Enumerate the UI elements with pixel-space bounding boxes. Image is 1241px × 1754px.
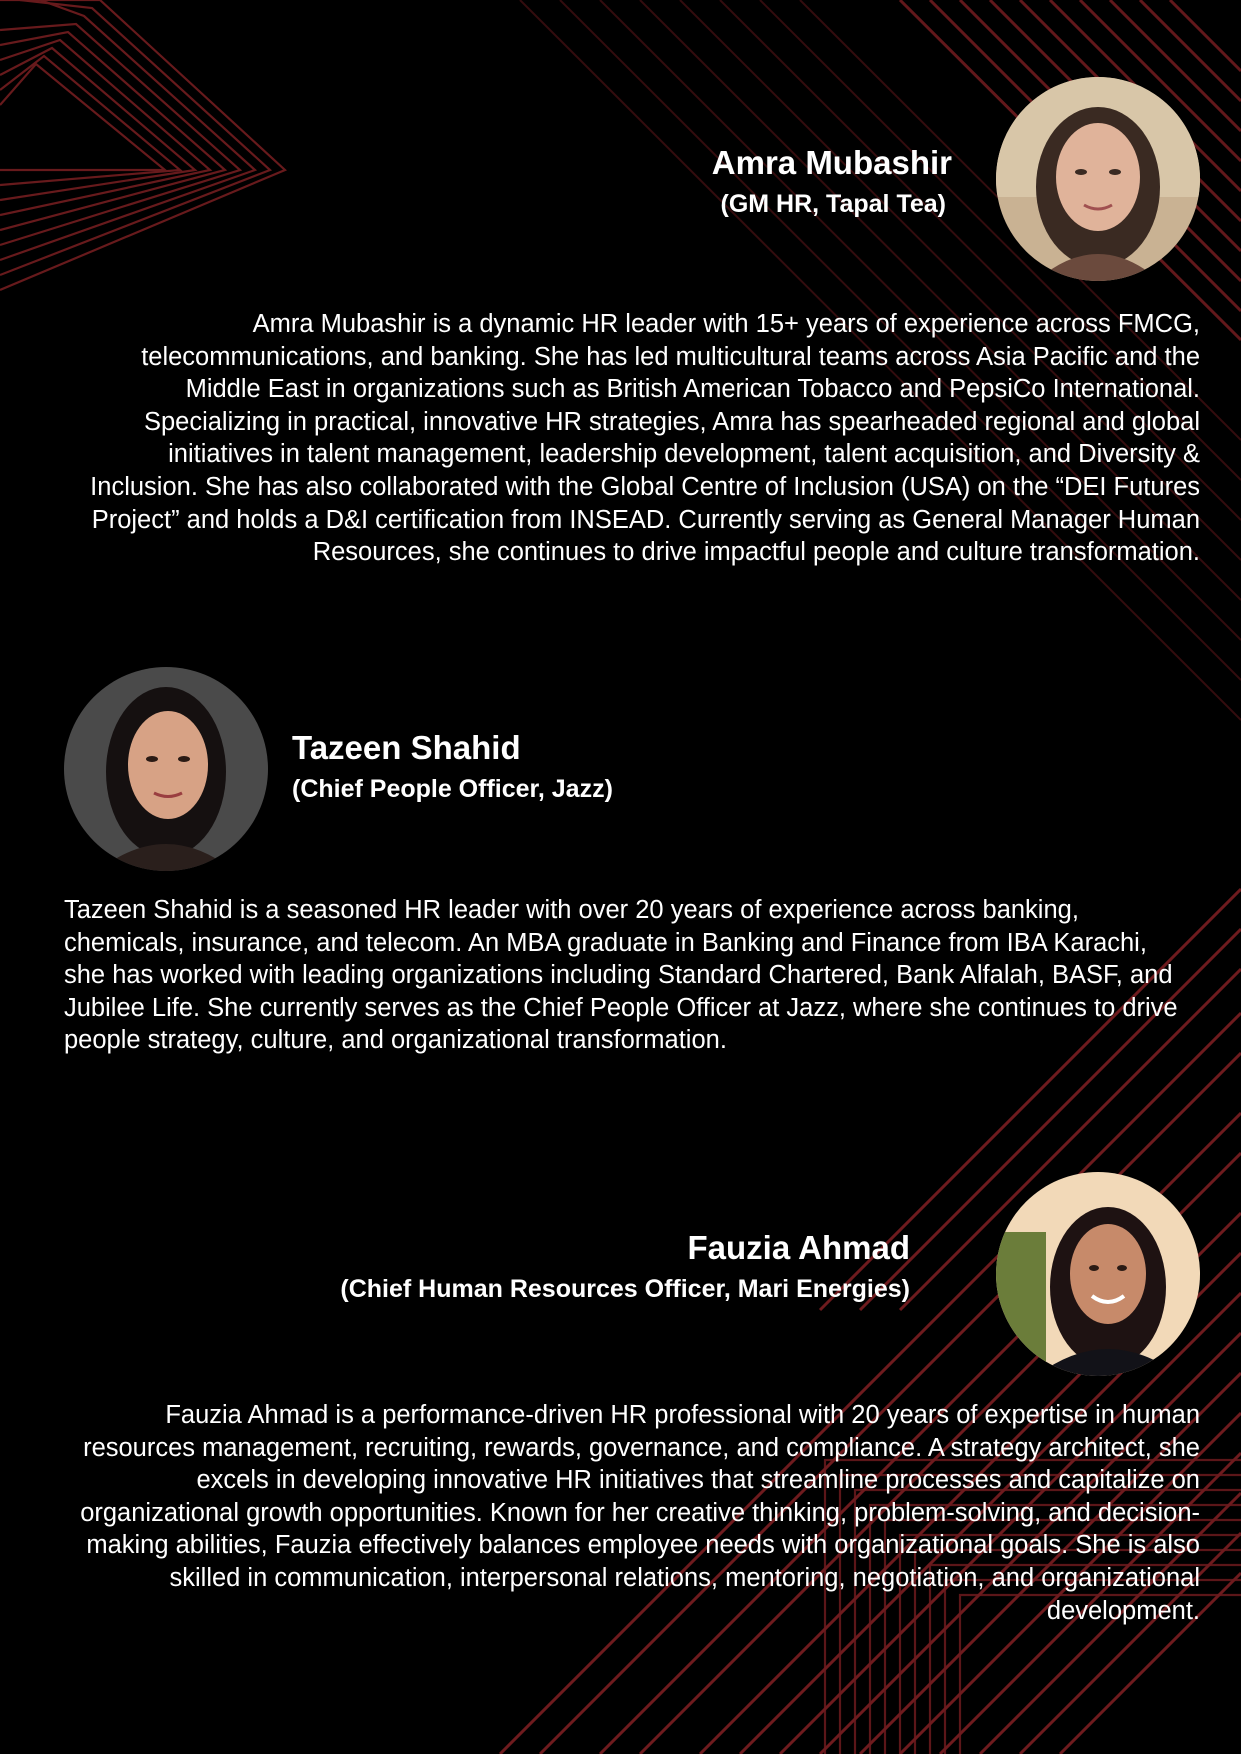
profile-role: (Chief Human Resources Officer, Mari Energies) bbox=[340, 1275, 910, 1303]
profile-photo-tazeen bbox=[64, 667, 268, 871]
profile-photo-amra bbox=[996, 77, 1200, 281]
profile-bio: Amra Mubashir is a dynamic HR leader with 15+ years of experience across FMCG, telecommunications, and banking. She has led multicultural teams across Asia Pacific and the Middle East in organizations such as British American Tobacco and PepsiCo International. Specializing in practical, innovative HR strategies, Amra has spearheaded regional and global initiatives in talent management, leadership development, talent acquisition, and Diversity & Inclusion. She has also collaborated with the Global Centre of Inclusion (USA) on the “DEI Futures Project” and holds a D&I certification from INSEAD. Currently serving as General Manager Human Resources, she continues to drive impactful people and culture transformation. bbox=[90, 310, 1200, 567]
profile-name: Amra Mubashir bbox=[711, 144, 952, 181]
top-left-chevron-pattern bbox=[0, 0, 285, 290]
profile-photo-fauzia bbox=[996, 1172, 1200, 1376]
avatar-portrait-icon bbox=[996, 1172, 1200, 1376]
profile-name: Tazeen Shahid bbox=[292, 729, 521, 766]
profile-role: (Chief People Officer, Jazz) bbox=[292, 775, 613, 803]
avatar-portrait-icon bbox=[64, 667, 268, 871]
profile-role: (GM HR, Tapal Tea) bbox=[720, 190, 946, 218]
profile-bio: Tazeen Shahid is a seasoned HR leader with over 20 years of experience across banking, chemicals, insurance, and telecom. An MBA graduate in Banking and Finance from IBA Karachi, she has worked with leading organizations including Standard Chartered, Bank Alfalah, BASF, and Jubilee Life. She currently serves as the Chief People Officer at Jazz, where she continues to drive people strategy, culture, and organizational transformation. bbox=[64, 896, 1178, 1055]
avatar-portrait-icon bbox=[996, 77, 1200, 281]
profile-name: Fauzia Ahmad bbox=[687, 1229, 910, 1266]
profile-bio: Fauzia Ahmad is a performance-driven HR professional with 20 years of expertise in human resources management, recruiting, rewards, governance, and compliance. A strategy architect, she excels in developing innovative HR initiatives that streamline processes and capitalize on organizational growth opportunities. Known for her creative thinking, problem-solving, and decision-making abilities, Fauzia effectively balances employee needs with organizational goals. She is also skilled in communication, interpersonal relations, mentoring, negotiation, and organizational development. bbox=[80, 1401, 1200, 1625]
